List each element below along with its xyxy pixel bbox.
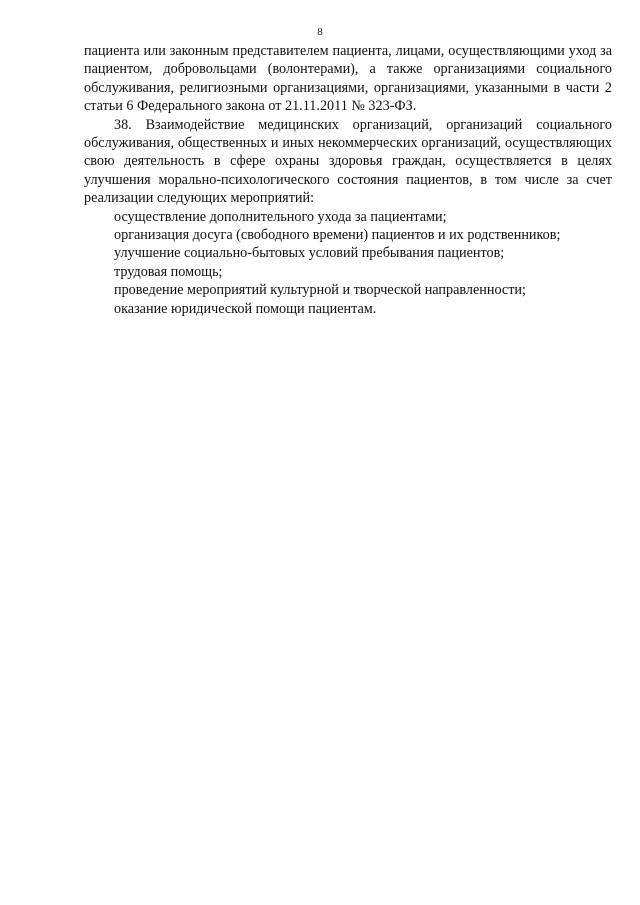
list-item: осуществление дополнительного ухода за пациентами; xyxy=(114,208,447,225)
list-item: организация досуга (свободного времени) пациентов и их родственников; xyxy=(114,227,561,244)
paragraph-38: 38. Взаимодействие медицинских организаций, организаций социального обслуживания, общественных и иных некоммерческих организаций, осуществляющих свою деятельность в сфере охраны здоровья граждан, осуществляется в целях улучшения морально-психологического состояния пациентов, в том числе за счет реализации следующих мероприятий: xyxy=(84,116,612,207)
document-body xyxy=(84,42,612,318)
paragraph-continuation: пациента или законным представителем пациента, лицами, осуществляющими уход за пациентом, добровольцами (волонтерами), а также организациями социального обслуживания, религиозными организациями, организациями, указанными в части 2 статьи 6 Федерального закона от 21.11.2011 № 323-ФЗ. xyxy=(84,43,612,115)
page-number: 8 xyxy=(317,26,323,38)
list-item: проведение мероприятий культурной и творческой направленности; xyxy=(114,282,526,299)
list-item: оказание юридической помощи пациентам. xyxy=(114,300,377,317)
list-item: трудовая помощь; xyxy=(114,263,223,280)
list-item: улучшение социально-бытовых условий пребывания пациентов; xyxy=(114,245,505,262)
